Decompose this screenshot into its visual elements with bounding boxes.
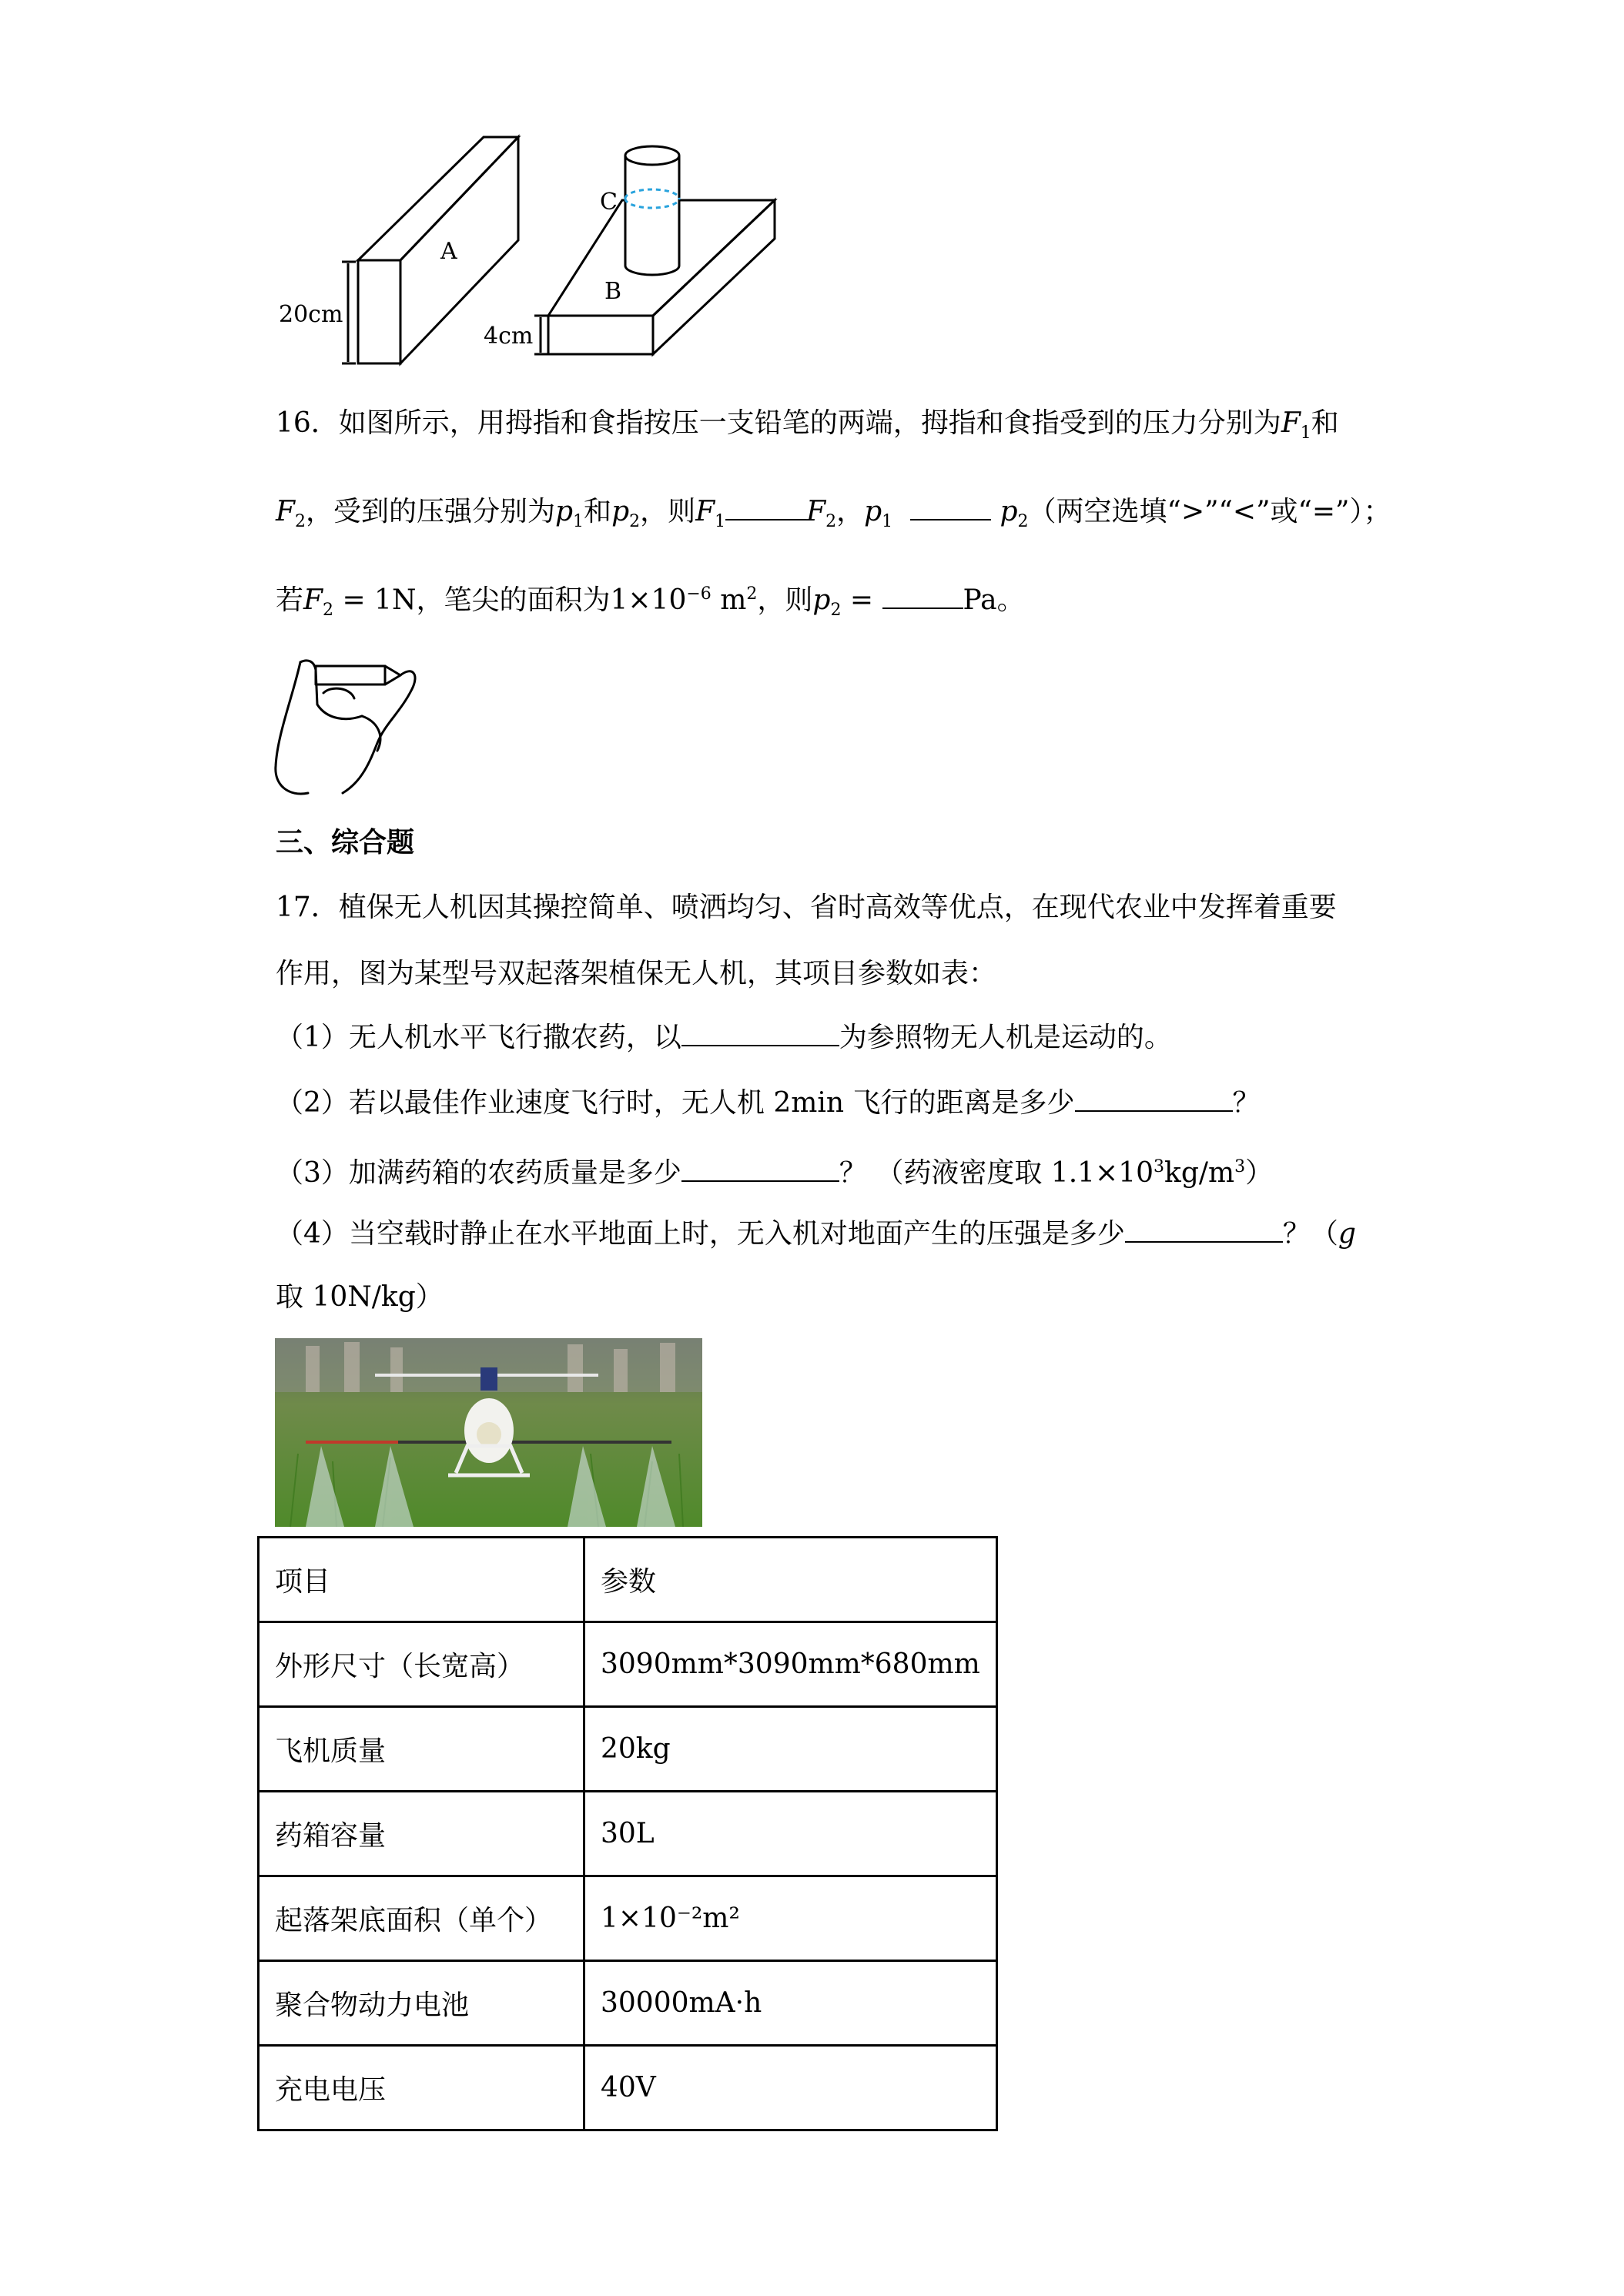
q17-part4: （4）当空载时静止在水平地面上时，无入机对地面产生的压强是多少 ？（g (276, 1215, 1356, 1251)
table-row (259, 1792, 997, 1876)
answer-blank-3[interactable] (882, 581, 963, 609)
table-cell: 3090mm*3090mm*680mm (584, 1622, 997, 1707)
hand-pencil-figure (270, 651, 424, 801)
params-table (257, 1536, 998, 2131)
section-title: 三、综合题 (276, 827, 415, 858)
table-header-row (259, 1538, 997, 1622)
table-row (259, 1961, 997, 2046)
q17-part1: （1）无人机水平飞行撒农药，以 为参照物无人机是运动的。 (276, 1019, 1172, 1055)
table-cell: 药箱容量 (259, 1792, 584, 1876)
q17-intro-2: 作用，图为某型号双起落架植保无人机，其项目参数如表： (276, 958, 997, 989)
drone-photo (275, 1338, 702, 1527)
answer-blank-1[interactable] (725, 493, 806, 520)
answer-blank-4[interactable] (681, 1019, 839, 1046)
q16-line1: 16．如图所示，用拇指和食指按压一支铅笔的两端，拇指和食指受到的压力分别为$F_1$和 (276, 407, 1339, 443)
dim-4cm: 4cm (484, 323, 534, 350)
block-a-top (358, 137, 518, 260)
q17-part3: （3）加满药箱的农药质量是多少 ？ （药液密度取 $1.1\times 10^3kg/m^3$） (276, 1150, 1273, 1190)
table-row (259, 2046, 997, 2130)
block-b-front (548, 316, 653, 354)
table-row (259, 1876, 997, 1961)
table-cell: 30000mA·h (584, 1961, 997, 2046)
answer-blank-6[interactable] (681, 1154, 839, 1182)
table-cell: 外形尺寸（长宽高） (259, 1622, 584, 1707)
label-a: A (440, 238, 457, 265)
table-cell: 聚合物动力电池 (259, 1961, 584, 2046)
table-cell: 飞机质量 (259, 1707, 584, 1792)
blocks-figure (270, 131, 793, 370)
q16-line2: $F_2$，受到的压强分别为$p_1$和$p_2$，则$F_1$ $F_2$，$p_1$ $p_2$（两空选填“>”“<”或“=”）； (276, 493, 1391, 539)
dim-20cm: 20cm (279, 301, 343, 328)
cylinder-c (625, 156, 679, 275)
label-c: C (600, 189, 618, 216)
q17-part2: （2）若以最佳作业速度飞行时，无人机 2min 飞行的距离是多少 ？ (276, 1084, 1261, 1120)
answer-blank-7[interactable] (1125, 1215, 1283, 1243)
label-b: B (604, 278, 622, 305)
q17-part4-cont: 取 10N/kg） (276, 1281, 444, 1313)
table-row (259, 1707, 997, 1792)
block-a-front (358, 260, 400, 363)
table-cell: 起落架底面积（单个） (259, 1876, 584, 1961)
table-cell: 40V (584, 2046, 997, 2130)
table-header-cell: 项目 (259, 1538, 584, 1622)
table-cell: 20kg (584, 1707, 997, 1792)
answer-blank-2[interactable] (910, 493, 991, 520)
table-cell: 1×10⁻²m² (584, 1876, 997, 1961)
table-cell: 30L (584, 1792, 997, 1876)
table-row (259, 1622, 997, 1707)
table-cell: 充电电压 (259, 2046, 584, 2130)
q16-line3: 若$F_2 = 1N$，笔尖的面积为$1\times 10^{-6}$ $m^2$，则$p_2 = Pa$。 (276, 577, 1025, 628)
q17-intro-1: 17．植保无人机因其操控简单、喷洒均匀、省时高效等优点，在现代农业中发挥着重要 (276, 892, 1337, 923)
answer-blank-5[interactable] (1075, 1084, 1233, 1112)
table-header-cell: 参数 (584, 1538, 997, 1622)
